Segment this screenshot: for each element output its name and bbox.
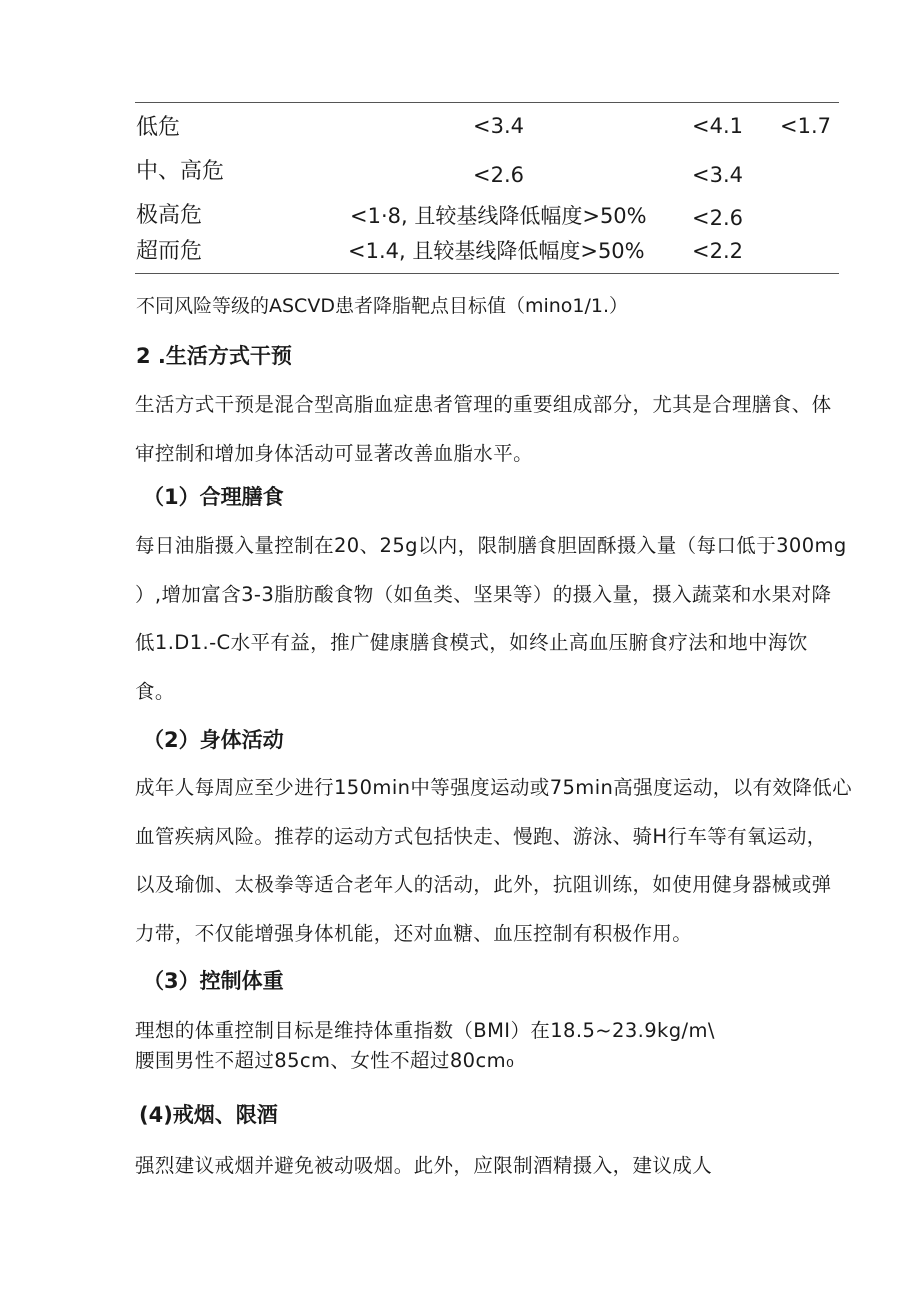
subsection-heading: （3）控制体重: [143, 969, 284, 993]
table-cell-ldl: <1·8, 且较基线降低幅度>50%: [350, 204, 647, 228]
subsection-heading: （1）合理膳食: [143, 485, 284, 509]
table-row-label: 超而危: [136, 239, 203, 264]
text-line: 理想的体重控制目标是维持体重指数（BMI）在18.5~23.9kg/m\: [135, 1019, 715, 1042]
section-heading: 2 .生活方式干预: [136, 344, 292, 368]
smoking-paragraph: [135, 1142, 840, 1191]
diet-paragraph: [135, 522, 847, 716]
text-line: 强烈建议戒烟并避免被动吸烟。此外，应限制酒精摄入，建议成人: [135, 1154, 713, 1177]
subsection-heading: (4)戒烟、限酒: [139, 1103, 278, 1127]
table-cell-nonhdl: <2.6: [692, 206, 743, 230]
table-cell-ldl: <2.6: [473, 163, 524, 187]
activity-paragraph: [135, 764, 853, 958]
table-cell-nonhdl: <3.4: [692, 163, 743, 187]
table-cell-last: <1.7: [780, 114, 831, 138]
text-line: ）,增加富含3-3脂肪酸食物（如鱼类、坚果等）的摄入量，摄入蔬菜和水果对降: [135, 582, 832, 606]
table-row-label: 低危: [136, 115, 181, 140]
weight-paragraph: [135, 1016, 840, 1076]
table-cell-nonhdl: <2.2: [692, 239, 743, 263]
text-line: 每日油脂摄入量控制在20、25g以内，限制膳食胆固酥摄入量（每口低于300mg: [135, 534, 847, 557]
text-line: 血管疾病风险。推荐的运动方式包括快走、慢跑、游泳、骑H行车等有氧运动，: [135, 824, 827, 848]
table-row-label: 中、高危: [136, 159, 225, 184]
text-line: 力带，不仅能增强身体机能，还对血糖、血压控制有积极作用。: [135, 921, 693, 945]
text-line: 食。: [135, 679, 175, 703]
text-line: 审控制和增加身体活动可显著改善血脂水平。: [135, 441, 534, 465]
section-intro-paragraph: [135, 381, 840, 478]
table-top-rule: [135, 102, 839, 103]
table-cell-ldl: <1.4, 且较基线降低幅度>50%: [348, 239, 645, 263]
table-cell-ldl: <3.4: [473, 114, 524, 138]
text-line: 腰围男性不超过85cm、女性不超过80cm₀: [135, 1049, 515, 1072]
subsection-heading: （2）身体活动: [143, 728, 284, 752]
text-line: 低1.D1.-C水平有益，推广健康膳食模式，如终止高血压腑食疗法和地中海饮: [135, 631, 808, 654]
text-line: 以及瑜伽、太极拳等适合老年人的活动，此外，抗阻训练，如使用健身器械或弹: [135, 873, 832, 896]
text-line: 生活方式干预是混合型高脂血症患者管理的重要组成部分，尤其是合理膳食、体: [135, 393, 832, 416]
table-cell-nonhdl: <4.1: [692, 114, 743, 138]
text-line: 成年人每周应至少进行150min中等强度运动或75min高强度运动，以有效降低心: [135, 776, 853, 799]
table-row-label: 极高危: [136, 203, 203, 228]
table-caption: 不同风险等级的ASCVD患者降脂靶点目标值（mino1/1.）: [136, 295, 629, 317]
table-bottom-rule: [135, 273, 839, 274]
